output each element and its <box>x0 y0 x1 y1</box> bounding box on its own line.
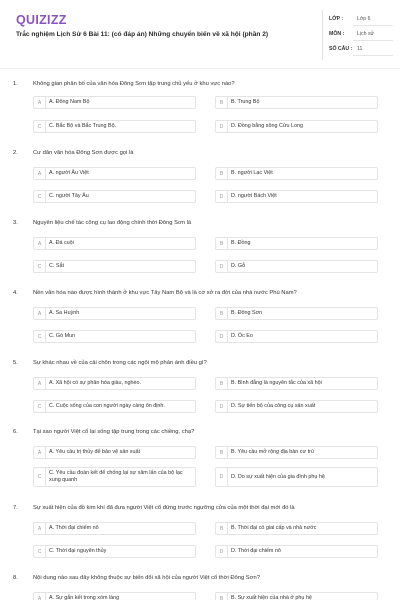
option-d[interactable] <box>215 545 378 558</box>
option-letter: D <box>216 546 228 557</box>
option-c[interactable] <box>33 260 196 273</box>
option-b[interactable] <box>215 377 378 390</box>
question-text: Nguyên liệu chế tác công cụ lao động chính thời Đông Sơn là <box>33 220 192 226</box>
option-b[interactable] <box>215 307 378 320</box>
option-text: A. Xã hội có sự phân hóa giàu, nghèo. <box>49 380 142 386</box>
option-letter: A <box>34 447 46 458</box>
meta-underline <box>353 40 393 41</box>
option-b[interactable] <box>215 446 378 459</box>
option-text: D. Óc Eo <box>231 333 253 339</box>
option-text: B. Trung Bộ <box>231 99 260 105</box>
meta-key: LỚP : <box>329 16 344 22</box>
option-a[interactable] <box>33 167 196 180</box>
option-b[interactable] <box>215 522 378 535</box>
option-b[interactable] <box>215 167 378 180</box>
option-text: B. Sự xuất hiện của nhà ở phụ hệ <box>231 595 312 600</box>
option-c[interactable] <box>33 190 196 203</box>
option-letter: D <box>216 401 228 412</box>
meta-subject <box>329 27 393 41</box>
option-letter: C <box>34 121 46 132</box>
option-a[interactable] <box>33 96 196 109</box>
option-letter: A <box>34 523 46 534</box>
worksheet-header <box>0 0 400 64</box>
option-letter: B <box>216 593 228 600</box>
option-text: D. người Bách Việt <box>231 193 277 199</box>
option-text: C. Cuộc sống của con người ngày càng ổn định. <box>49 403 165 409</box>
option-letter: C <box>34 468 46 486</box>
question-number: 4. <box>13 290 18 296</box>
meta-key: MÔN : <box>329 31 345 37</box>
question-number: 3. <box>13 220 18 226</box>
quizizz-logo: QUIZIZZ <box>16 13 67 27</box>
question-text: Cư dân văn hóa Đông Sơn được gọi là <box>33 150 134 156</box>
meta-value: 11 <box>357 46 363 52</box>
question-text: Sự xuất hiện của đồ kim khí đã đưa người Việt cổ đứng trước ngưỡng cửa của một thời đại mới đó là <box>33 505 295 511</box>
option-letter: B <box>216 378 228 389</box>
option-a[interactable] <box>33 592 196 600</box>
option-letter: A <box>34 593 46 600</box>
option-text: B. Thời đại có giai cấp và nhà nước <box>231 525 317 531</box>
option-c[interactable] <box>33 330 196 343</box>
option-letter: B <box>216 168 228 179</box>
option-a[interactable] <box>33 307 196 320</box>
option-c[interactable] <box>33 545 196 558</box>
option-a[interactable] <box>33 237 196 250</box>
question-text: Không gian phân bố của văn hóa Đông Sơn tập trung chủ yếu ở khu vực nào? <box>33 81 235 87</box>
question-number: 7. <box>13 505 18 511</box>
option-d[interactable] <box>215 467 378 487</box>
worksheet-title: Trắc nghiệm Lịch Sử 6 Bài 11: (có đáp án) Những chuyển biến về xã hội (phần 2) <box>16 31 269 38</box>
meta-box <box>322 10 393 60</box>
option-letter: B <box>216 447 228 458</box>
option-letter: D <box>216 191 228 202</box>
option-text: A. Sự gắn kết trong xóm làng <box>49 595 120 600</box>
option-text: D. Gỗ <box>231 263 246 269</box>
option-letter: A <box>34 238 46 249</box>
option-letter: B <box>216 523 228 534</box>
option-d[interactable] <box>215 330 378 343</box>
question-number: 5. <box>13 360 18 366</box>
option-text: C. Bắc Bộ và Bắc Trung Bộ. <box>49 123 117 129</box>
option-text: B. Bình đẳng là nguyên tắc của xã hội <box>231 380 322 386</box>
option-a[interactable] <box>33 446 196 459</box>
option-letter: C <box>34 546 46 557</box>
option-letter: D <box>216 261 228 272</box>
meta-underline <box>353 55 393 56</box>
question-number: 2. <box>13 150 18 156</box>
option-d[interactable] <box>215 190 378 203</box>
option-letter: D <box>216 331 228 342</box>
option-letter: A <box>34 378 46 389</box>
option-letter: C <box>34 261 46 272</box>
option-text: B. Đông Sơn <box>231 310 263 316</box>
option-letter: D <box>216 121 228 132</box>
option-text: C. Thời đại nguyên thủy <box>49 548 107 554</box>
option-c[interactable] <box>33 467 196 487</box>
meta-underline <box>353 25 393 26</box>
option-text: A. Thời đại chiếm nô <box>49 525 99 531</box>
option-letter: C <box>34 401 46 412</box>
option-letter: C <box>34 331 46 342</box>
option-letter: A <box>34 97 46 108</box>
option-b[interactable] <box>215 96 378 109</box>
option-text: C. Gò Mun <box>49 333 76 339</box>
option-letter: A <box>34 308 46 319</box>
meta-class <box>329 12 393 26</box>
question-number: 8. <box>13 575 18 581</box>
meta-value: Lớp 6 <box>357 16 371 22</box>
option-a[interactable] <box>33 377 196 390</box>
meta-count <box>329 42 393 56</box>
meta-key: SỐ CÂU : <box>329 46 353 52</box>
option-b[interactable] <box>215 237 378 250</box>
option-c[interactable] <box>33 400 196 413</box>
option-text: C. Sắt <box>49 263 64 269</box>
option-text: A. Đá cuội <box>49 240 74 246</box>
option-d[interactable] <box>215 400 378 413</box>
option-letter: B <box>216 97 228 108</box>
option-text: D. Đồng bằng sông Cửu Long <box>231 123 303 129</box>
question-number: 6. <box>13 429 18 435</box>
header-divider <box>0 68 400 69</box>
option-text: D. Sự tiến bộ của công cụ sản xuất <box>231 403 316 409</box>
option-letter: A <box>34 168 46 179</box>
meta-value: Lịch sử <box>357 31 375 37</box>
option-text: B. Yêu cầu mở rộng địa bàn cư trú <box>231 449 314 455</box>
option-text: A. người Âu Việt <box>49 170 89 176</box>
option-d[interactable] <box>215 260 378 273</box>
question-text: Nền văn hóa nào được hình thành ở khu vực Tây Nam Bộ và là cơ sở ra đời của nhà nước Phù Nam? <box>33 290 297 296</box>
option-c[interactable] <box>33 120 196 133</box>
option-text: B. Đồng <box>231 240 251 246</box>
option-a[interactable] <box>33 522 196 535</box>
option-text: D. Do sự xuất hiện của gia đình phụ hệ <box>231 473 325 480</box>
option-d[interactable] <box>215 120 378 133</box>
option-text: B. người Lạc Việt <box>231 170 273 176</box>
option-text: A. Yêu cầu trị thủy để bảo vệ sản xuất <box>49 449 141 455</box>
option-text: D. Thời đại chiếm nô <box>231 548 281 554</box>
question-text: Tại sao người Việt cổ lại sống tập trung trong các chiềng, chạ? <box>33 429 195 435</box>
question-text: Sự khác nhau về của cải chôn trong các ngôi mộ phản ánh điều gì? <box>33 360 207 366</box>
option-letter: C <box>34 191 46 202</box>
option-letter: D <box>216 468 228 486</box>
option-text: C. người Tây Âu <box>49 193 89 199</box>
option-letter: B <box>216 308 228 319</box>
question-number: 1. <box>13 81 18 87</box>
option-b[interactable] <box>215 592 378 600</box>
option-letter: B <box>216 238 228 249</box>
option-text: A. Đông Nam Bộ <box>49 99 90 105</box>
option-text: C. Yêu cầu đoàn kết để chống lại sự xâm lấn của bộ lạc xung quanh <box>49 470 183 483</box>
option-text: A. Sa Huỳnh <box>49 310 80 316</box>
question-text: Nội dung nào sau đây không thuộc sự biến đổi xã hội của người Việt cổ thời Đông Sơn? <box>33 575 260 581</box>
